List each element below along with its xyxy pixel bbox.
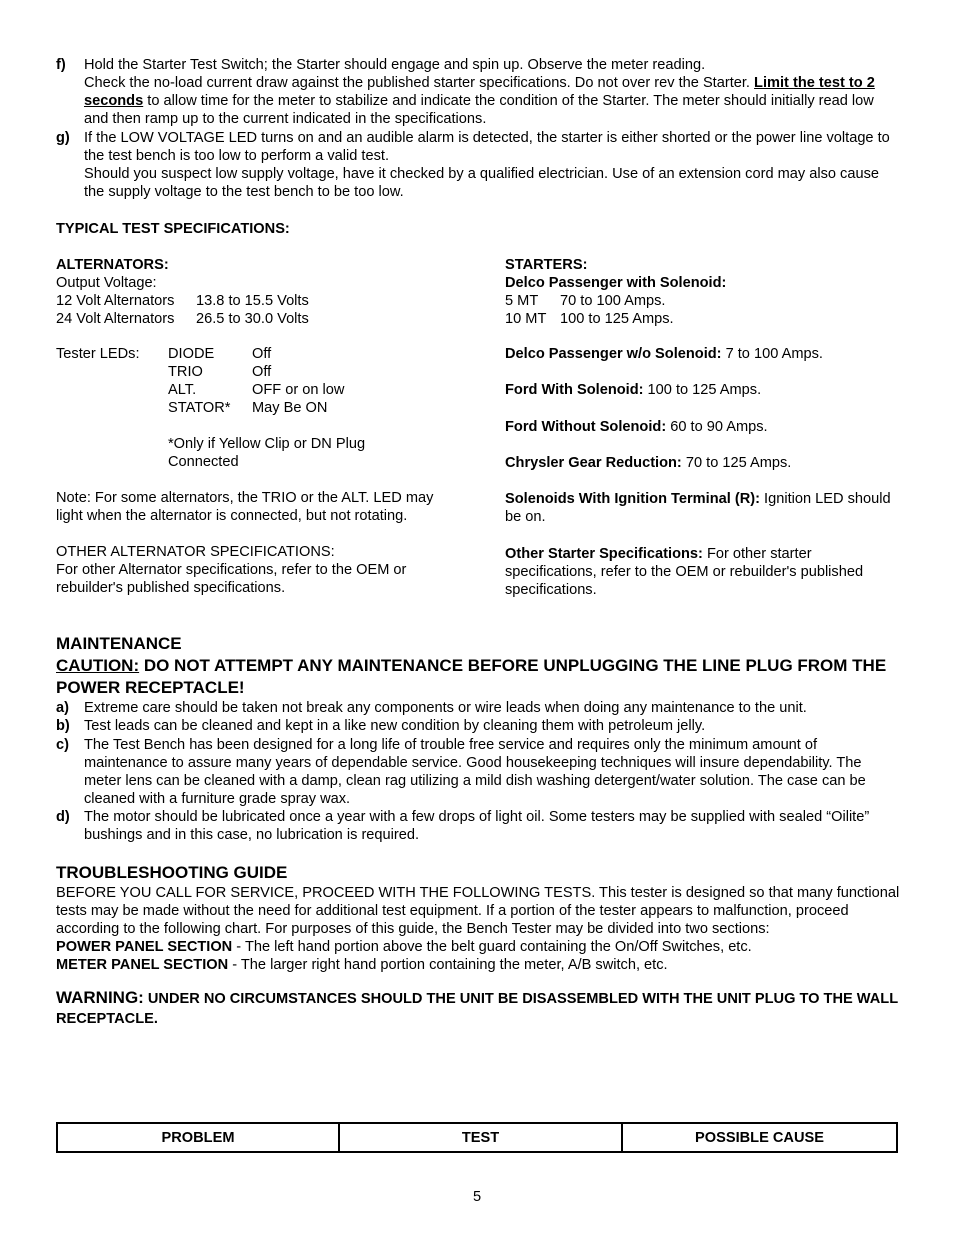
starter-spec-value: Ignition LED should be on. (505, 491, 891, 525)
led-name: ALT. (168, 382, 197, 398)
item-label: d) (56, 809, 70, 825)
step-f-emphasis: Limit the test to 2 seconds (84, 75, 875, 109)
step-f (56, 56, 901, 128)
led-footnote (168, 435, 446, 471)
starter-spec (505, 454, 900, 472)
led-state: OFF or on low (252, 382, 345, 398)
alt-row-name: 12 Volt Alternators (56, 293, 175, 309)
page-number: 5 (472, 1189, 482, 1205)
maintenance-item (56, 699, 901, 717)
delco-row-name: 10 MT (505, 311, 547, 327)
troubleshooting-intro: BEFORE YOU CALL FOR SERVICE, PROCEED WITH THE FOLLOWING TESTS. This tester is designed so that many functional tests may be made without the need for additional test equipment. If a portion of the tester appears to malfunction, proceed according to the following chart. For purposes of this guide, the Bench Tester may be divided into two sections: (56, 885, 900, 937)
starters-heading: STARTERS: (505, 257, 588, 273)
power-panel-text: - The left hand portion above the belt guard containing the On/Off Switches, etc. (232, 939, 752, 955)
step-label: f) (56, 57, 66, 73)
warning-text (56, 988, 901, 1029)
starter-spec-label: Solenoids With Ignition Terminal (R): (505, 491, 760, 507)
step-g-line1: If the LOW VOLTAGE LED turns on and an audible alarm is detected, the starter is either shorted or the power line voltage to the test bench is too low to perform a valid test. (84, 130, 890, 164)
delco-solenoid-label: Delco Passenger with Solenoid: (505, 275, 727, 291)
other-alt-text: For other Alternator specifications, refer to the OEM or rebuilder's published specifications. (56, 562, 407, 596)
alt-row-value: 13.8 to 15.5 Volts (196, 293, 309, 309)
starter-spec-label: Ford Without Solenoid: (505, 419, 667, 435)
delco-row (505, 292, 900, 310)
warning-label: WARNING: (56, 988, 144, 1007)
troubleshooting-heading: TROUBLESHOOTING GUIDE (56, 863, 288, 882)
item-label: a) (56, 700, 69, 716)
warning-body: UNDER NO CIRCUMSTANCES SHOULD THE UNIT BE DISASSEMBLED WITH THE UNIT PLUG TO THE WALL RECEPTACLE. (56, 991, 898, 1027)
step-f-line2 (84, 74, 901, 128)
item-label: c) (56, 737, 69, 753)
meter-panel-line (56, 956, 901, 974)
led-state: May Be ON (252, 400, 328, 416)
alt-row-value: 26.5 to 30.0 Volts (196, 311, 309, 327)
step-f-line1: Hold the Starter Test Switch; the Starter should engage and spin up. Observe the meter reading. (84, 57, 706, 73)
delco-row (505, 310, 900, 328)
table-header-row (57, 1123, 897, 1152)
maintenance-item (56, 808, 901, 844)
maintenance-section (56, 633, 901, 699)
caution-label: CAUTION: (56, 656, 140, 675)
item-text: Extreme care should be taken not break any components or wire leads when doing any maintenance to the unit. (84, 700, 807, 716)
other-alt-heading: OTHER ALTERNATOR SPECIFICATIONS: (56, 544, 335, 560)
starter-spec-value: 70 to 125 Amps. (681, 455, 792, 471)
starter-spec-label: Ford With Solenoid: (505, 382, 644, 398)
delco-row-value: 100 to 125 Amps. (560, 311, 674, 327)
alternator-note: Note: For some alternators, the TRIO or the ALT. LED may light when the alternator is connected, but not rotating. (56, 490, 434, 524)
power-panel-line (56, 938, 901, 956)
step-g-line2: Should you suspect low supply voltage, have it checked by a qualified electrician. Use of an extension cord may also cause the supply voltage to the test bench to be too low. (84, 166, 880, 200)
typical-specs-heading: TYPICAL TEST SPECIFICATIONS: (56, 221, 290, 237)
step-label: g) (56, 130, 70, 146)
starter-spec-label: Delco Passenger w/o Solenoid: (505, 346, 722, 362)
troubleshooting-section (56, 862, 901, 1029)
led-state: Off (252, 364, 272, 380)
starter-spec (505, 345, 900, 363)
footnote-line: *Only if Yellow Clip or DN Plug (168, 436, 366, 452)
alt-row-name: 24 Volt Alternators (56, 311, 175, 327)
caution-text (56, 655, 901, 699)
output-voltage-label: Output Voltage: (56, 275, 157, 291)
starter-spec-value: For other starter specifications, refer to the OEM or rebuilder's published specifications. (505, 546, 864, 598)
item-text: The Test Bench has been designed for a long life of trouble free service and requires only the minimum amount of maintenance to assure many years of dependable service. Good housekeeping techniques will insure dependability. The meter lens can be cleaned with a damp, clean rag utilizing a mild dish washing detergent/water solution. The case can be cleaned with a furniture grade spray wax. (84, 737, 866, 807)
meter-panel-label: METER PANEL SECTION (56, 957, 229, 973)
starter-spec-label: Other Starter Specifications: (505, 546, 703, 562)
item-label: b) (56, 718, 70, 734)
table-header-problem: PROBLEM (57, 1123, 339, 1152)
starter-spec (505, 545, 900, 599)
led-state: Off (252, 346, 272, 362)
alternators-heading: ALTERNATORS: (56, 257, 169, 273)
meter-panel-text: - The larger right hand portion containing the meter, A/B switch, etc. (228, 957, 668, 973)
alt-row (56, 310, 446, 328)
step-f-text-post: to allow time for the meter to stabilize and indicate the condition of the Starter. The meter should initially read low and then ramp up to the current indicated in the specifications. (84, 93, 874, 127)
led-name: STATOR* (168, 400, 231, 416)
alternators-column (56, 256, 446, 597)
step-f-text-pre: Check the no-load current draw against the published starter specifications. Do not over rev the Starter. (84, 75, 755, 91)
step-g (56, 129, 901, 201)
delco-row-name: 5 MT (505, 293, 539, 309)
tester-leds-label: Tester LEDs: (56, 346, 140, 362)
starter-spec-value: 100 to 125 Amps. (643, 382, 762, 398)
starter-spec (505, 381, 900, 399)
troubleshooting-table (56, 1122, 898, 1153)
item-text: Test leads can be cleaned and kept in a like new condition by cleaning them with petroleum jelly. (84, 718, 706, 734)
starter-spec-value: 60 to 90 Amps. (666, 419, 768, 435)
maintenance-item (56, 717, 901, 735)
delco-row-value: 70 to 100 Amps. (560, 293, 666, 309)
starter-spec (505, 418, 900, 436)
tester-leds (56, 345, 446, 417)
maintenance-heading: MAINTENANCE (56, 634, 182, 653)
power-panel-label: POWER PANEL SECTION (56, 939, 233, 955)
starter-spec-value: 7 to 100 Amps. (721, 346, 823, 362)
alt-row (56, 292, 446, 310)
starters-column (505, 256, 900, 599)
item-text: The motor should be lubricated once a year with a few drops of light oil. Some testers may be supplied with sealed “Oilite” bushings and in this case, no lubrication is required. (84, 809, 870, 843)
maintenance-item (56, 736, 901, 808)
caution-body: DO NOT ATTEMPT ANY MAINTENANCE BEFORE UNPLUGGING THE LINE PLUG FROM THE POWER RECEPTACLE! (56, 656, 887, 697)
table-header-possible-cause: POSSIBLE CAUSE (622, 1123, 897, 1152)
table-header-test: TEST (339, 1123, 622, 1152)
starter-spec (505, 490, 900, 526)
starter-spec-label: Chrysler Gear Reduction: (505, 455, 682, 471)
led-name: DIODE (168, 346, 215, 362)
footnote-line: Connected (168, 454, 239, 470)
led-name: TRIO (168, 364, 203, 380)
